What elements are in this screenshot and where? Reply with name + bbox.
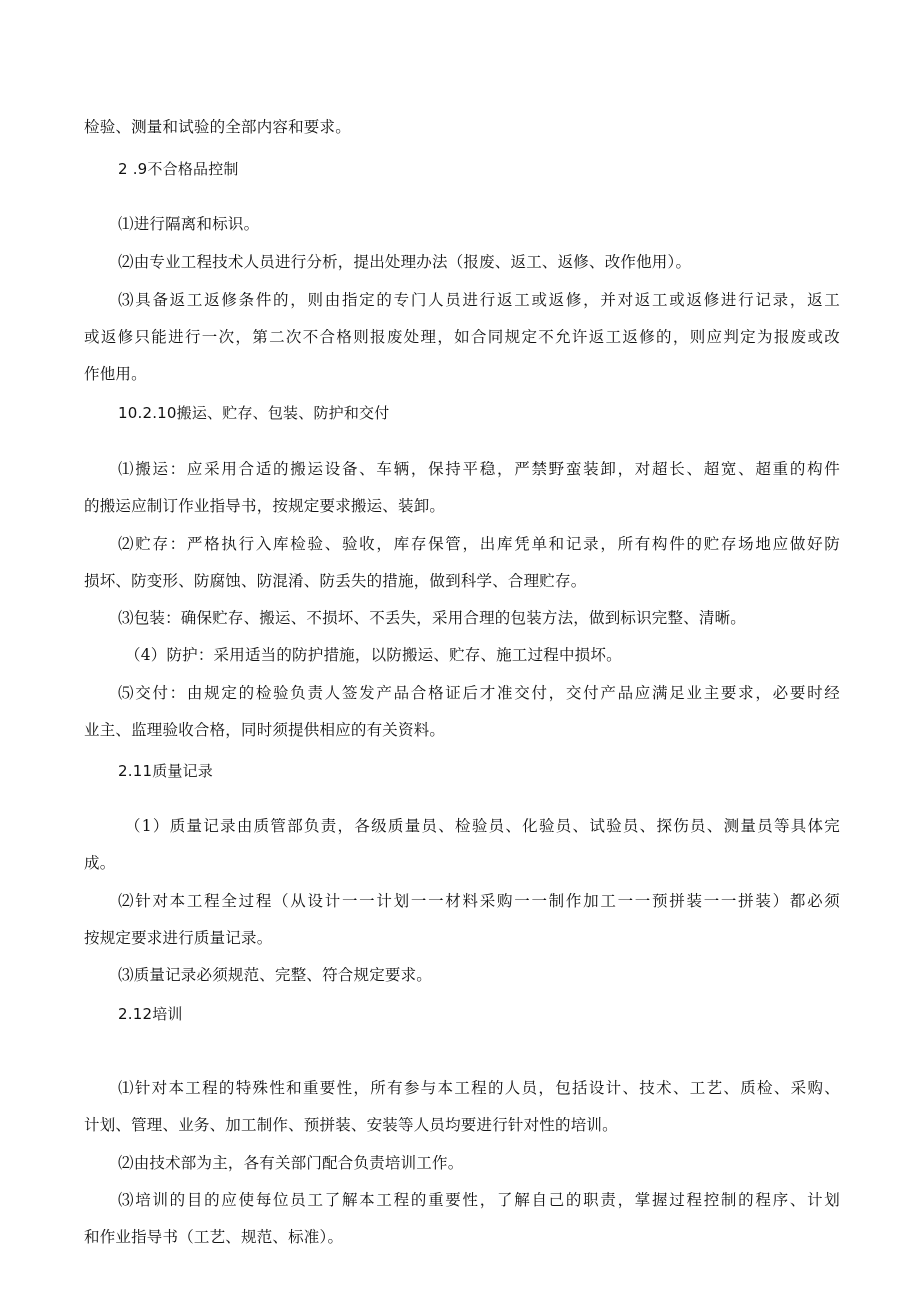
section-heading: 10.2.10搬运、贮存、包装、防护和交付 (118, 404, 390, 422)
paragraph-line: 和作业指导书（工艺、规范、标准）。 (84, 1228, 344, 1246)
paragraph-line: 检验、测量和试验的全部内容和要求。 (84, 118, 351, 136)
paragraph-line: 作他用。 (84, 365, 147, 383)
paragraph-line: ⑶培训的目的应使每位员工了解本工程的重要性，了解自己的职责，掌握过程控制的程序、计划 (118, 1191, 840, 1209)
paragraph-line: ⑶质量记录必须规范、完整、符合规定要求。 (118, 966, 433, 984)
paragraph-line: ⑵由专业工程技术人员进行分析，提出处理办法（报废、返工、返修、改作他用）。 (118, 253, 692, 271)
section-heading: 2.12培训 (118, 1005, 183, 1023)
paragraph-line: ⑶具备返工返修条件的，则由指定的专门人员进行返工或返修，并对返工或返修进行记录，返工 (118, 291, 840, 309)
paragraph-line: 损坏、防变形、防腐蚀、防混淆、防丢失的措施，做到科学、合理贮存。 (84, 572, 587, 590)
paragraph-line: 成。 (84, 854, 116, 872)
paragraph-line: （4）防护：采用适当的防护措施，以防搬运、贮存、施工过程中损坏。 (125, 646, 622, 664)
paragraph-line: ⑶包装：确保贮存、搬运、不损坏、不丢失，采用合理的包装方法，做到标识完整、清晰。 (118, 609, 747, 627)
paragraph-line: ⑴针对本工程的特殊性和重要性，所有参与本工程的人员，包括设计、技术、工艺、质检、采购、 (118, 1079, 840, 1097)
paragraph-line: （1）质量记录由质管部负责，各级质量员、检验员、化验员、试验员、探伤员、测量员等具体完 (125, 817, 840, 835)
paragraph-line: ⑸交付：由规定的检验负责人签发产品合格证后才准交付，交付产品应满足业主要求，必要时经 (118, 684, 840, 702)
paragraph-line: 计划、管理、业务、加工制作、预拼装、安装等人员均要进行针对性的培训。 (84, 1116, 618, 1134)
paragraph-line: 的搬运应制订作业指导书，按规定要求搬运、装卸。 (84, 497, 446, 515)
paragraph-line: ⑵由技术部为主，各有关部门配合负责培训工作。 (118, 1154, 464, 1172)
paragraph-line: ⑵贮存：严格执行入库检验、验收，库存保管，出库凭单和记录，所有构件的贮存场地应做好防 (118, 535, 840, 553)
section-heading: 2 .9不合格品控制 (118, 160, 239, 178)
paragraph-line: ⑴进行隔离和标识。 (118, 215, 260, 233)
section-heading: 2.11质量记录 (118, 762, 213, 780)
paragraph-line: 按规定要求进行质量记录。 (84, 929, 273, 947)
paragraph-line: 业主、监理验收合格，同时须提供相应的有关资料。 (84, 721, 446, 739)
paragraph-line: ⑵针对本工程全过程（从设计一一计划一一材料采购一一制作加工一一预拼装一一拼装）都必须 (118, 892, 840, 910)
paragraph-line: 或返修只能进行一次，第二次不合格则报废处理，如合同规定不允许返工返修的，则应判定为报废或改 (84, 328, 840, 346)
paragraph-line: ⑴搬运：应采用合适的搬运设备、车辆，保持平稳，严禁野蛮装卸，对超长、超宽、超重的构件 (118, 460, 840, 478)
